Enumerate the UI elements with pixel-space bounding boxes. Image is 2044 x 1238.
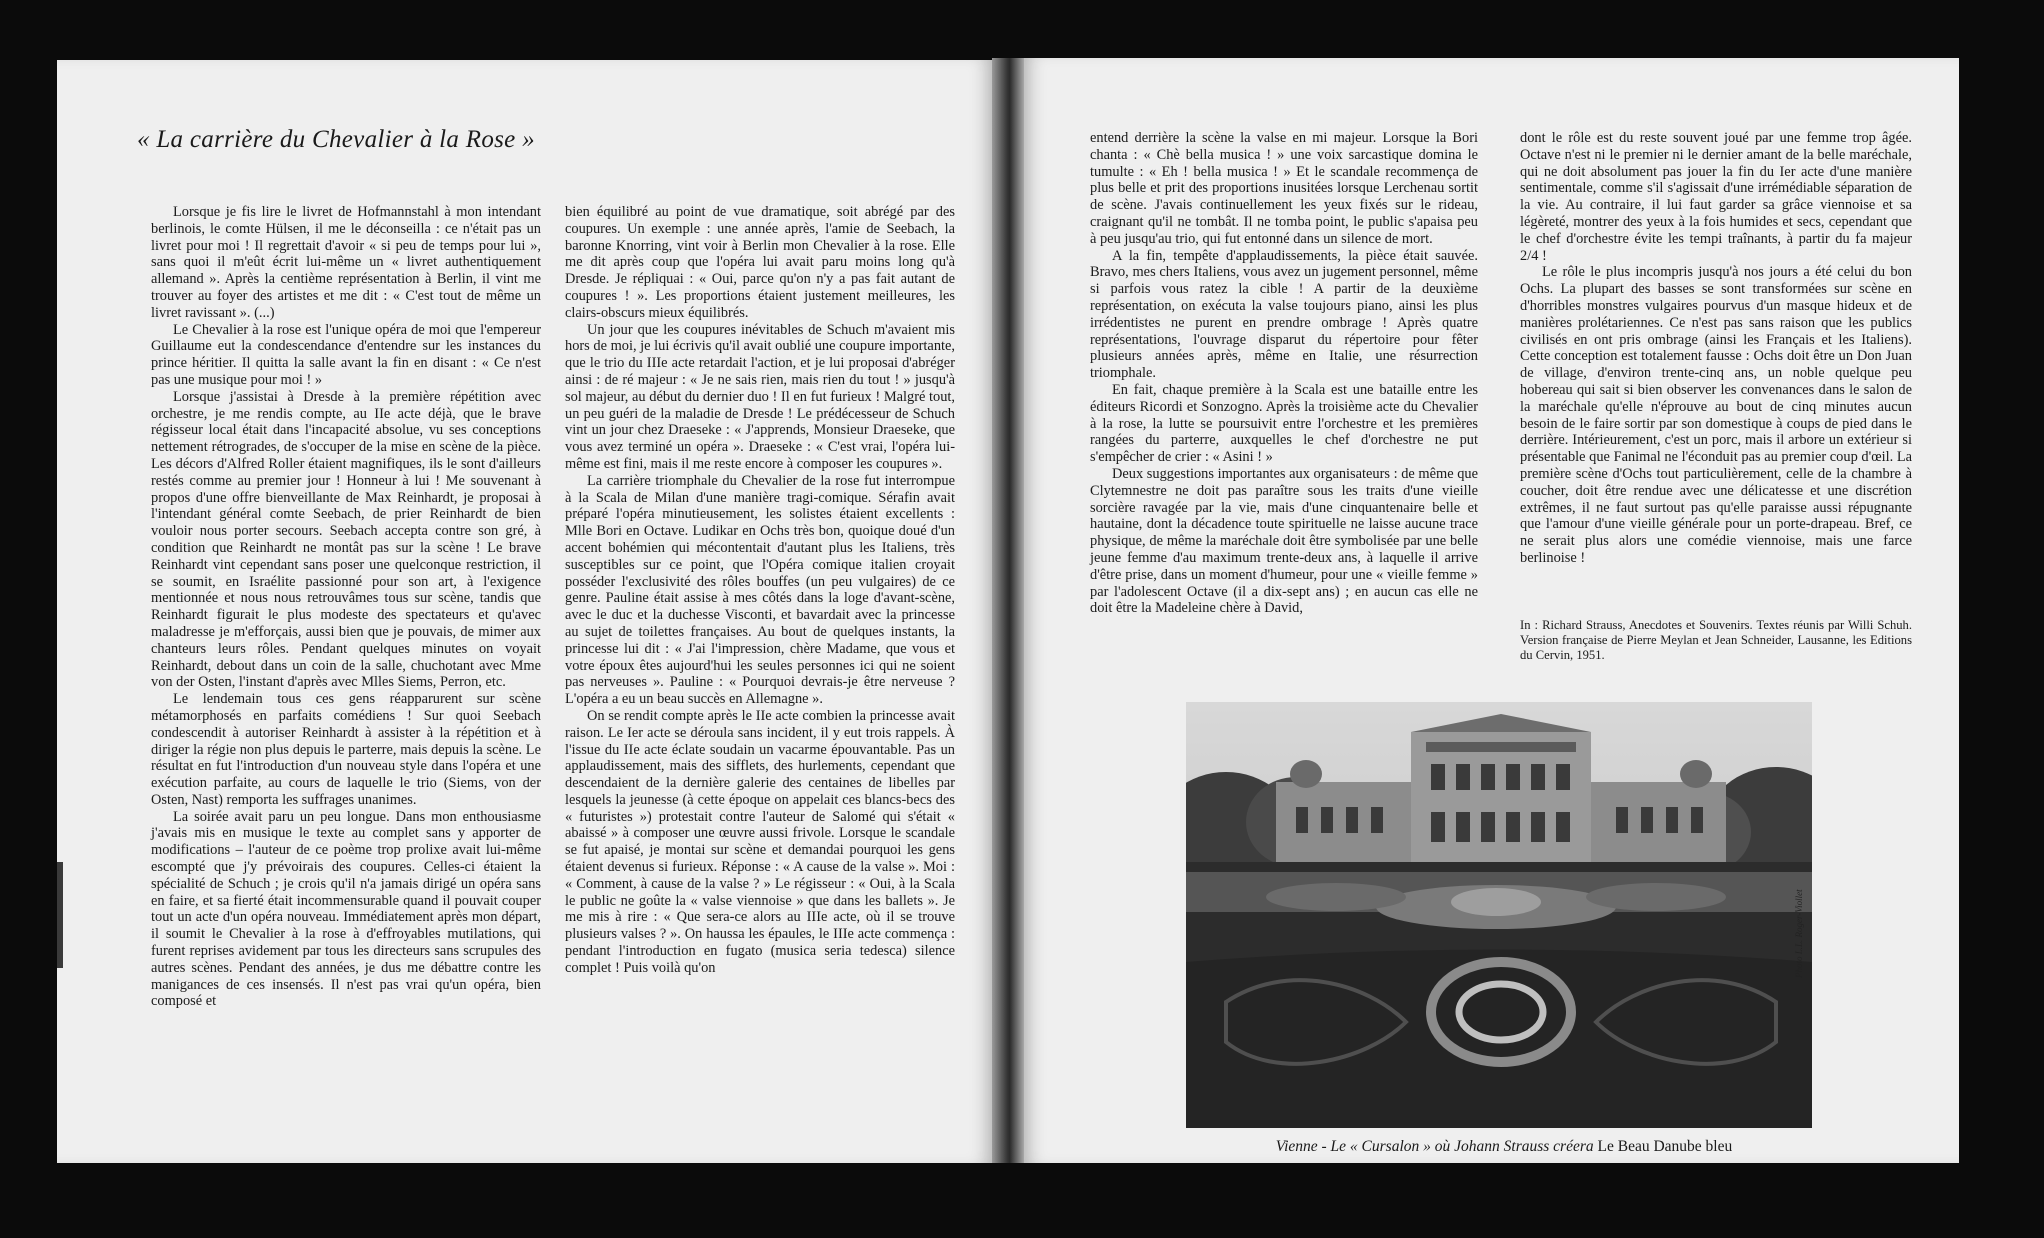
paragraph: On se rendit compte après le IIe acte combien la princesse avait raison. Le Ier acte se déroula sans incident, il y eut trois rappels. À l'issue du IIe acte éclate soudain un vacarme épouvantable. Pas un applaudissement, mais des sifflets, des hurlements, cependant que descendaient de la dernière galerie des centaines de libelles par lesquels la jeunesse (à cette époque on appelait ces blancs-becs des « futuristes ») protestait contre l'auteur de Salomé qui s'était « abaissé » à composer une œuvre aussi frivole. Lorsque le scandale se fut apaisé, je montai sur scène et demandai pourquoi les gens étaient devenus si furieux. Réponse : « A cause de la valse ». Moi : « Comment, à cause de la valse ? » Le régisseur : « Oui, à la Scala le public ne goûte la « valse viennoise » que dans les ballets ». Je me mis à rire : « Que sera-ce alors au IIIe acte, où il se trouve plusieurs valses ? ». On haussa les épaules, le IIIe acte commença : pendant l'introduction en fugato (musica seria tedesca) silence complet ! Puis voilà qu'on — [565, 707, 955, 976]
left-page — [57, 60, 992, 1163]
paragraph: A la fin, tempête d'applaudissements, la pièce était sauvée. Bravo, mes chers Italiens, vous avez un jugement personnel, même si parfois vous ratez la cible ! A partir de la deuxième représentation, on exécuta la valse toujours piano, ainsi les plus irrédentistes ne purent en prendre ombrage ! Après quatre représentations, l'ouvrage disparut du répertoire pour fêter plusieurs années après, même en Italie, une résurrection triomphale. — [1090, 247, 1478, 382]
right-column-2 — [1520, 130, 1912, 567]
paragraph: La carrière triomphale du Chevalier de la rose fut interrompue à la Scala de Milan d'une manière tragi-comique. Sérafin avait préparé l'opéra minutieusement, les solistes étaient excellents : Mlle Bori en Octave. Ludikar en Ochs très bon, quoique doué d'un accent bohémien qui mécontentait d'autant plus les Italiens, très susceptibles sur ce point, que l'Opéra comique italien croyait posséder l'exclusivité des rôles bouffes (un peu vulgaires) de ce genre. Pauline était assise à mes côtés dans la loge d'avant-scène, avec le duc et la duchesse Visconti, et bavardait avec la princesse au sujet de toilettes françaises. Au bout de quelques instants, la princesse lui dit : « J'ai l'impression, chère Madame, que vous et votre époux êtes aujourd'hui les seules personnes ici qui ne soient pas nerveuses ». Pauline : « Pourquoi devrais-je être nerveuse ? L'opéra a eu un beau succès en Allemagne ». — [565, 472, 955, 708]
photo-caption — [1224, 1138, 1784, 1156]
paragraph: Un jour que les coupures inévitables de Schuch m'avaient mis hors de moi, je lui écrivis qu'il avait oublié une coupure importante, que le trio du IIIe acte retardait l'action, et je lui proposai d'abréger ainsi : de ré majeur : « Je ne sais rien, mais rien du tout ! » jusqu'à sol majeur, au début du dernier duo ! Il en fut furieux ! Malgré tout, un peu guéri de la maladie de Dresde ! Le prédécesseur de Schuch vint un jour chez Draeseke : « J'apprends, Monsieur Draeseke, que vous avez terminé un opéra ». Draeseke : « C'est vrai, l'opéra lui-même est fini, mais il me reste encore à composer les coupures ». — [565, 321, 955, 472]
right-page — [1024, 58, 1959, 1163]
caption-italic: Vienne - Le « Cursalon » où Johann Strauss créera — [1275, 1138, 1594, 1155]
paragraph: Lorsque je fis lire le livret de Hofmannstahl à mon intendant berlinois, le comte Hülsen, il me le déconseilla : ce n'était pas un livret pour moi ! Il regrettait d'avoir « si peu de temps pour lui », sans quoi il m'eût écrit lui-même un « livret authentiquement allemand ». Après la centième représentation à Berlin, il vint me trouver au foyer des artistes et me dit : « C'est tout de même un livret ravissant ». (...) — [151, 204, 541, 321]
paragraph: La soirée avait paru un peu longue. Dans mon enthousiasme j'avais mis en musique le texte au complet sans y apporter de modifications – l'auteur de ce poème trop prolixe avait lui-même escompté que j'y prévoirais des coupures. Celles-ci étaient la spécialité de Schuch ; je crois qu'il n'a jamais dirigé un opéra sans en faire, et sa fierté était incommensurable quand il pouvait couper tout un acte d'un opéra nouveau. Immédiatement après mon départ, il soumit le Chevalier à la rose à d'effroyables mutilations, qui furent reprises avidement par tous les directeurs sans scrupules des autres scènes. Pendant des années, je dus me débattre contre les manigances de ces insensés. Il n'est pas vrai qu'un opéra, bien composé et — [151, 808, 541, 1010]
paragraph: entend derrière la scène la valse en mi majeur. Lorsque la Bori chanta : « Chè bella musica ! » une voix sarcastique domina le tumulte : « Eh ! bella musica ! » Et le scandale recommença de plus belle et prit des proportions inusitées lorsque Lerchenau sortit de scène. J'avais continuellement les yeux fixés sur le rideau, craignant qu'il ne tombât. Il ne tomba point, le public s'apaisa peu à peu jusqu'au trio, qui fut entonné dans un silence de mort. — [1090, 130, 1478, 247]
paragraph: Le Chevalier à la rose est l'unique opéra de moi que l'empereur Guillaume eut la condescendance d'entendre sur les instances du prince héritier. Il quitta la salle avant la fin en disant : « Ce n'est pas une musique pour moi ! » — [151, 321, 541, 388]
left-column-2 — [565, 204, 955, 977]
paragraph: bien équilibré au point de vue dramatique, soit abrégé par des coupures. Un exemple : une année après, l'amie de Seebach, la baronne Knorring, vint voir à Berlin mon Chevalier à la rose. Elle me dit après coup que l'opéra lui avait paru moins long qu'à Dresde. Je répliquai : « Oui, parce qu'on n'y a pas fait autant de coupures ! ». Les proportions étaient justement meilleures, les clairs-obscurs mieux équilibrés. — [565, 204, 955, 321]
page-edge-tab — [57, 862, 63, 968]
cursalon-photo — [1186, 702, 1812, 1128]
right-column-1 — [1090, 130, 1478, 617]
left-column-1 — [151, 204, 541, 1010]
source-citation: In : Richard Strauss, Anecdotes et Souvenirs. Textes réunis par Willi Schuh. Version française de Pierre Meylan et Jean Schneider, Lausanne, les Editions du Cervin, 1951. — [1520, 618, 1912, 662]
paragraph: Le rôle le plus incompris jusqu'à nos jours a été celui du bon Ochs. La plupart des basses se sont transformées sur scène en d'horribles monstres vulgaires pourvus d'un masque hideux et de manières prolétariennes. Ce n'est pas sans raison que les publics civilisés en ont pris ombrage (ainsi les Français et les Italiens). Cette conception est totalement fausse : Ochs doit être un Don Juan de village, d'environ trente-cinq ans, un noble quelque peu hobereau qui sait si bien observer les convenances dans le salon de la maréchale qu'elle n'éprouve au bout de cinq minutes aucun besoin de le faire sortir par son domestique à coups de pied dans le derrière. Intérieurement, c'est un porc, mais il arbore un extérieur si présentable que Fanimal ne l'éconduit pas au premier coup d'œil. La première scène d'Ochs tout particulièrement, celle de la chambre à coucher, doit être rendue avec une délicatesse et une discrétion extrêmes, il ne faut surtout pas qu'elle paraisse aussi répugnante que l'amour d'une vieille générale pour un porte-drapeau. Bref, ce ne serait plus alors une comédie viennoise, mais une farce berlinoise ! — [1520, 264, 1912, 566]
paragraph: dont le rôle est du reste souvent joué par une femme trop âgée. Octave n'est ni le premier ni le dernier amant de la belle maréchale, qui ne doit absolument pas jouer la fin du Ier acte d'une manière sentimentale, comme s'il s'agissait d'une irrémédiable séparation de la vie. Au contraire, il lui faut garder sa grâce viennoise et sa légèreté, montrer des yeux à la fois humides et secs, cependant que le chef d'orchestre évite les tempi traînants, à partir du fa majeur 2/4 ! — [1520, 130, 1912, 264]
paragraph: En fait, chaque première à la Scala est une bataille entre les éditeurs Ricordi et Sonzogno. Après la troisième acte du Chevalier à la rose, la lutte se poursuivit entre l'orchestre et les premières rangées du parterre, auxquelles le chef d'orchestre ne put s'empêcher de crier : « Asini ! » — [1090, 381, 1478, 466]
cursalon-photo-illustration — [1186, 702, 1812, 1128]
page-title: « La carrière du Chevalier à la Rose » — [137, 126, 535, 153]
paragraph: Le lendemain tous ces gens réapparurent sur scène métamorphosés en parfaits comédiens ! Sur quoi Seebach condescendit à autoriser Reinhardt à assister à la répétition et à diriger la régie non plus depuis le parterre, mais depuis la scène. Le résultat en fut l'introduction d'un nouveau style dans l'opéra et une exécution parfaite, au cours de laquelle le trio (Siems, von der Osten, Nast) remporta les suffrages unanimes. — [151, 691, 541, 808]
paragraph: Lorsque j'assistai à Dresde à la première répétition avec orchestre, je me rendis compte, au IIe acte déjà, que le brave régisseur local était dans l'incapacité absolue, vu ses conceptions nettement rétrogrades, de s'occuper de la mise en scène de la pièce. Les décors d'Alfred Roller étaient magnifiques, ils le sont d'ailleurs restés comme au premier jour ! Honneur à lui ! Me souvenant à propos d'une offre bienveillante de Max Reinhardt, je proposai à l'intendant général comte Seebach, de prier Reinhardt de bien vouloir nous porter secours. Seebach accepta contre son gré, à condition que Reinhardt ne montât pas sur la scène ! Le brave Reinhardt vint cependant sans poser une quelconque restriction, il se soumit, en Israélite passionné pour son art, à l'exigence mentionnée et nous nous retrouvâmes tous sur scène, tandis que Reinhardt figurait le plus modeste des spectateurs et qu'avec maladresse je m'efforçais, aussi bien que je pouvais, de mimer aux chanteurs leurs rôles. Pendant quelques minutes on voyait Reinhardt, debout dans un coin de la salle, chuchotant avec Mme von der Osten, l'instant d'après avec Mlles Siems, Perron, etc. — [151, 388, 541, 691]
photo-credit: Photo L.L. Roger-Viollet — [1794, 889, 1804, 978]
book-spine — [992, 58, 1024, 1163]
paragraph: Deux suggestions importantes aux organisateurs : de même que Clytemnestre ne doit pas paraître sous les traits d'une vieille sorcière ravagée par la vie, mais d'une cinquantenaire belle et hautaine, dont la décadence toute spirituelle ne laisse aucune trace physique, de même la maréchale doit être symbolisée par une belle jeune femme d'au maximum trente-deux ans, à laquelle il arrive d'être prise, dans un moment d'humeur, pour une « vieille femme » par l'adolescent Octave (il a dix-sept ans) ; en aucun cas elle ne doit être la Madeleine chère à David, — [1090, 465, 1478, 617]
caption-roman: Le Beau Danube bleu — [1597, 1138, 1733, 1155]
